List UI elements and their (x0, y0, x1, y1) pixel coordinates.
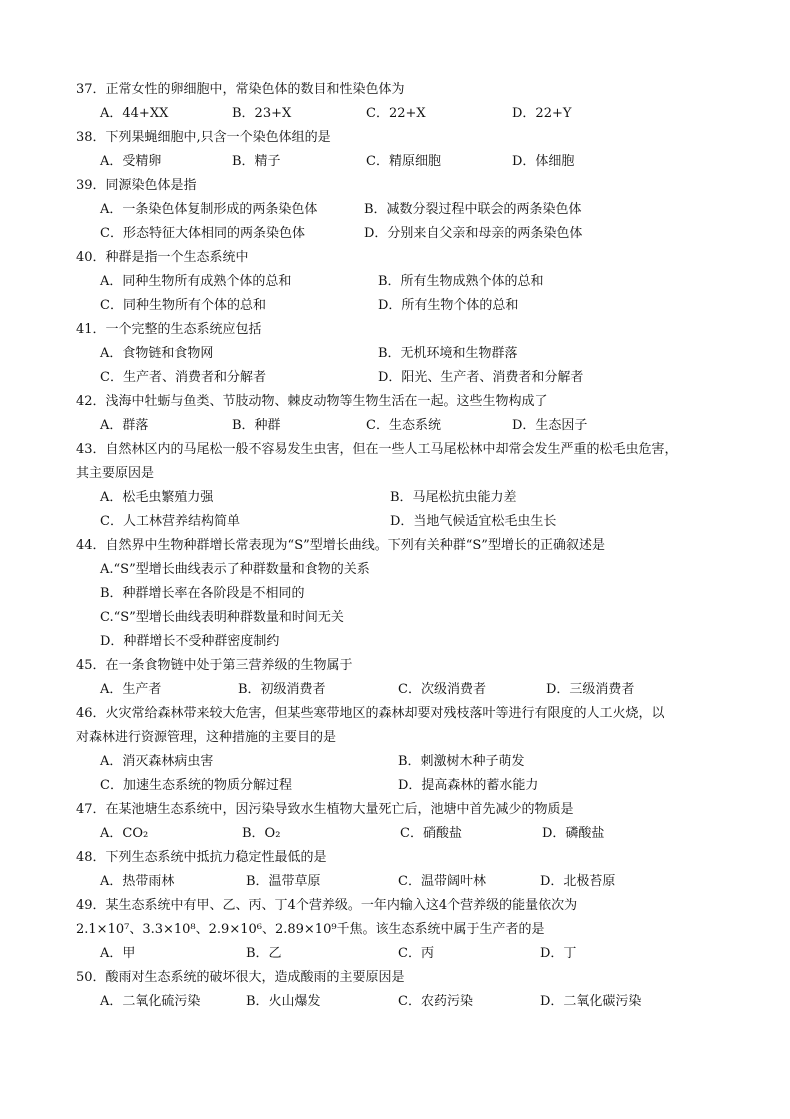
option-b: B．种群 (232, 418, 281, 433)
question-stem-continued: 其主要原因是 (76, 466, 155, 481)
option-a: A．甲 (100, 946, 136, 961)
options-row (76, 990, 736, 1014)
option-d: D．二氧化碳污染 (540, 994, 642, 1009)
option-a: A．二氧化硫污染 (100, 994, 201, 1009)
option-a: A．食物链和食物网 (100, 346, 214, 361)
question-stem: 49．某生态系统中有甲、乙、丙、丁4个营养级。一年内输入这4个营养级的能量依次为 (76, 898, 578, 913)
question-stem: 43．自然林区内的马尾松一般不容易发生虫害，但在一些人工马尾松林中却常会发生严重的松毛虫危害， (76, 442, 678, 457)
option-a: A．生产者 (100, 682, 162, 697)
question-stem: 46．火灾常给森林带来较大危害，但某些寒带地区的森林却要对残枝落叶等进行有限度的人工火烧，以 (76, 706, 665, 721)
option-b: B．种群增长率在各阶段是不相同的 (100, 586, 305, 601)
option-b: B．温带草原 (246, 874, 321, 889)
question-stem-continued: 2.1×10⁷、3.3×10⁸、2.9×10⁶、2.89×10⁹千焦。该生态系统中属于生产者的是 (76, 922, 545, 937)
option-d: D．当地气候适宜松毛虫生长 (390, 514, 557, 529)
option-c: C．22+X (366, 106, 426, 121)
option-a: A．松毛虫繁殖力强 (100, 490, 214, 505)
options-row (76, 510, 736, 534)
question-stem: 47．在某池塘生态系统中，因污染导致水生植物大量死亡后，池塘中首先减少的物质是 (76, 802, 574, 817)
options-row (76, 822, 736, 846)
option-b: B．O₂ (242, 826, 281, 841)
options-row (76, 366, 736, 390)
option-a: A．CO₂ (100, 826, 149, 841)
question-46 (76, 702, 736, 798)
question-49 (76, 894, 736, 966)
question-48 (76, 846, 736, 894)
question-stem: 44．自然界中生物种群增长常表现为“S”型增长曲线。下列有关种群“S”型增长的正确叙述是 (76, 538, 605, 553)
options-row (76, 294, 736, 318)
question-stem: 45．在一条食物链中处于第三营养级的生物属于 (76, 658, 353, 673)
option-d: D．北极苔原 (540, 874, 616, 889)
question-stem: 39．同源染色体是指 (76, 178, 197, 193)
option-d: D．提高森林的蓄水能力 (398, 778, 539, 793)
question-stem: 37．正常女性的卵细胞中，常染色体的数目和性染色体为 (76, 82, 405, 97)
question-45 (76, 654, 736, 702)
options-row (76, 198, 736, 222)
option-a: A．热带雨林 (100, 874, 175, 889)
question-stem: 48．下列生态系统中抵抗力稳定性最低的是 (76, 850, 327, 865)
question-40 (76, 246, 736, 318)
option-a: A．群落 (100, 418, 149, 433)
option-a: A．受精卵 (100, 154, 162, 169)
options-row (76, 774, 736, 798)
option-b: B．刺激树木种子萌发 (398, 754, 525, 769)
options-row (76, 222, 736, 246)
option-c: C．丙 (398, 946, 434, 961)
question-stem-continued: 对森林进行资源管理，这种措施的主要目的是 (76, 730, 337, 745)
question-50 (76, 966, 736, 1014)
option-d: D．种群增长不受种群密度制约 (100, 634, 280, 649)
option-a: A.“S”型增长曲线表示了种群数量和食物的关系 (100, 562, 370, 577)
option-c: C．精原细胞 (366, 154, 441, 169)
option-d: D．体细胞 (512, 154, 575, 169)
question-39 (76, 174, 736, 246)
option-d: D．三级消费者 (546, 682, 635, 697)
option-b: B．23+X (232, 106, 292, 121)
option-a: A．一条染色体复制形成的两条染色体 (100, 202, 318, 217)
option-d: D．22+Y (512, 106, 572, 121)
option-c: C．形态特征大体相同的两条染色体 (100, 226, 305, 241)
options-row (76, 486, 736, 510)
option-b: B．所有生物成熟个体的总和 (378, 274, 544, 289)
option-b: B．精子 (232, 154, 281, 169)
option-b: B．乙 (246, 946, 282, 961)
option-c: C．温带阔叶林 (398, 874, 486, 889)
options-row (76, 414, 736, 438)
option-b: B．初级消费者 (238, 682, 326, 697)
option-d: D．阳光、生产者、消费者和分解者 (378, 370, 584, 385)
option-c: C．次级消费者 (398, 682, 486, 697)
option-c: C．人工林营养结构简单 (100, 514, 240, 529)
option-b: B．减数分裂过程中联会的两条染色体 (364, 202, 582, 217)
option-a: A．同种生物所有成熟个体的总和 (100, 274, 292, 289)
option-d: D．磷酸盐 (542, 826, 605, 841)
question-stem: 42．浅海中牡蛎与鱼类、节肢动物、棘皮动物等生物生活在一起。这些生物构成了 (76, 394, 548, 409)
option-c: C．生态系统 (366, 418, 441, 433)
question-38 (76, 126, 736, 174)
option-c: C．硝酸盐 (400, 826, 462, 841)
question-47 (76, 798, 736, 846)
option-d: D．丁 (540, 946, 577, 961)
option-b: B．马尾松抗虫能力差 (390, 490, 517, 505)
options-row (76, 750, 736, 774)
option-b: B．无机环境和生物群落 (378, 346, 518, 361)
option-a: A．消灭森林病虫害 (100, 754, 214, 769)
option-c: C.“S”型增长曲线表明种群数量和时间无关 (100, 610, 344, 625)
question-41 (76, 318, 736, 390)
question-stem: 50．酸雨对生态系统的破坏很大，造成酸雨的主要原因是 (76, 970, 405, 985)
option-d: D．生态因子 (512, 418, 588, 433)
options-row (76, 102, 736, 126)
option-c: C．同种生物所有个体的总和 (100, 298, 266, 313)
question-44 (76, 534, 736, 654)
option-a: A．44+XX (100, 106, 169, 121)
question-42 (76, 390, 736, 438)
option-b: B．火山爆发 (246, 994, 321, 1009)
option-c: C．生产者、消费者和分解者 (100, 370, 266, 385)
question-stem: 38．下列果蝇细胞中,只含一个染色体组的是 (76, 130, 331, 145)
options-row (76, 558, 736, 582)
option-c: C．加速生态系统的物质分解过程 (100, 778, 292, 793)
options-row (76, 678, 736, 702)
question-stem: 41．一个完整的生态系统应包括 (76, 322, 262, 337)
options-row (76, 606, 736, 630)
options-row (76, 342, 736, 366)
options-row (76, 582, 736, 606)
question-43 (76, 438, 736, 534)
options-row (76, 942, 736, 966)
question-stem: 40．种群是指一个生态系统中 (76, 250, 249, 265)
question-37 (76, 78, 736, 126)
options-row (76, 150, 736, 174)
option-d: D．所有生物个体的总和 (378, 298, 519, 313)
options-row (76, 630, 736, 654)
options-row (76, 870, 736, 894)
options-row (76, 270, 736, 294)
option-d: D．分别来自父亲和母亲的两条染色体 (364, 226, 583, 241)
option-c: C．农药污染 (398, 994, 473, 1009)
